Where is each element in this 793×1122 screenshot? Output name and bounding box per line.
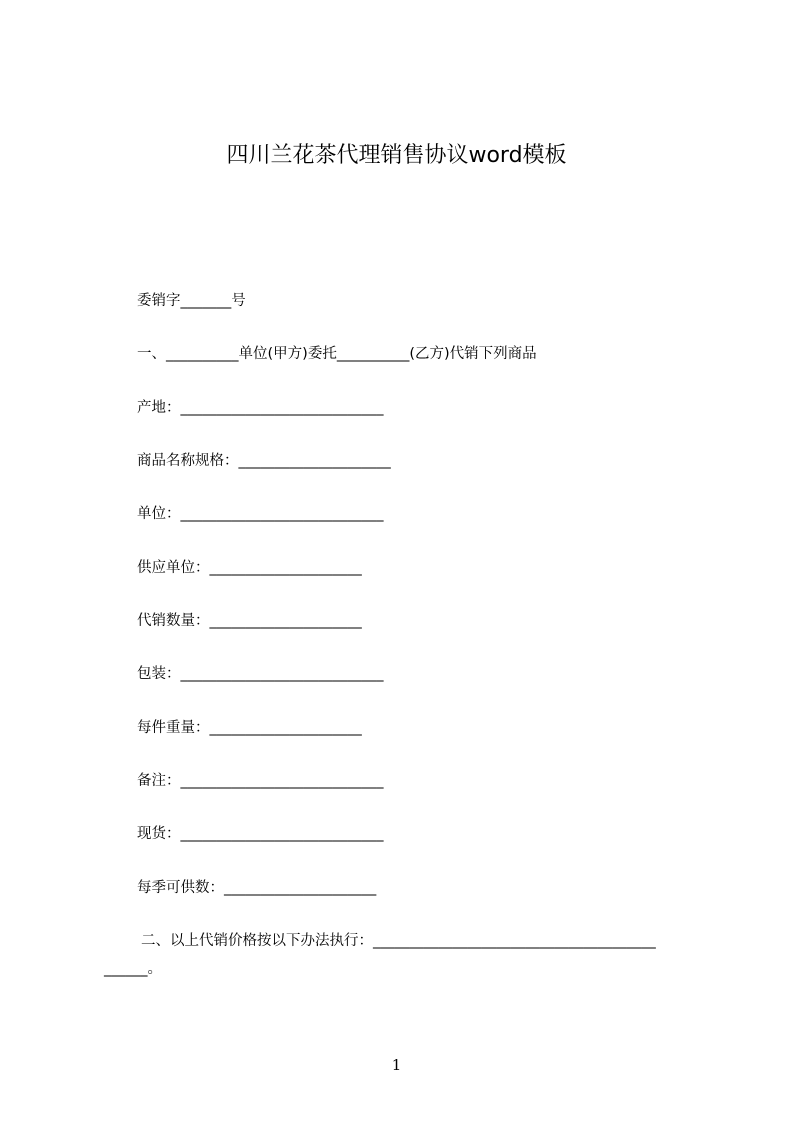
- origin-field-line: 产地：____________________________: [137, 400, 384, 416]
- page-number: 1: [391, 1056, 402, 1074]
- product-spec-field-line: 商品名称规格：_____________________: [137, 453, 391, 469]
- weight-field-line: 每件重量：_____________________: [137, 720, 362, 736]
- commission-number-line: 委销字_______号: [137, 293, 246, 309]
- quantity-field-line: 代销数量：_____________________: [137, 613, 362, 629]
- document-title: 四川兰花茶代理销售协议word模板: [226, 143, 567, 168]
- clause-two-line: 二、以上代销价格按以下办法执行：_______________________________________: [141, 933, 656, 949]
- unit-field-line: 单位：____________________________: [137, 506, 384, 522]
- clause-two-continuation: ______。: [104, 961, 162, 977]
- clause-one-line: 一、__________单位(甲方)委托__________(乙方)代销下列商品: [137, 346, 537, 362]
- supplier-field-line: 供应单位：_____________________: [137, 560, 362, 576]
- remarks-field-line: 备注：____________________________: [137, 773, 384, 789]
- stock-field-line: 现货：____________________________: [137, 826, 384, 842]
- seasonal-supply-field-line: 每季可供数：_____________________: [137, 880, 377, 896]
- packaging-field-line: 包装：____________________________: [137, 666, 384, 682]
